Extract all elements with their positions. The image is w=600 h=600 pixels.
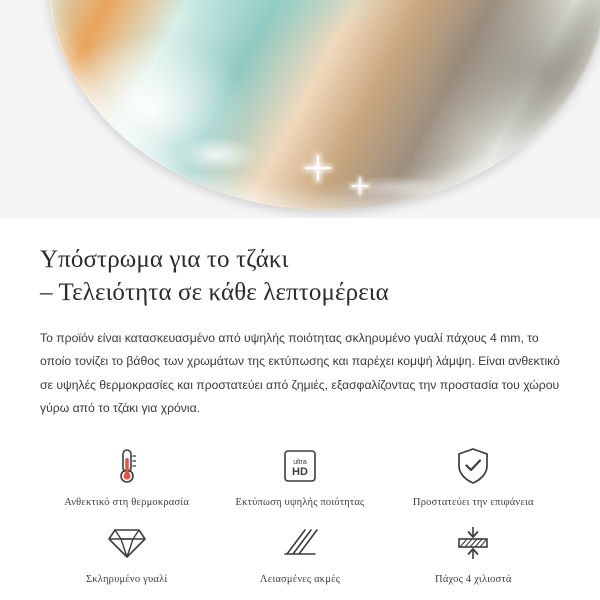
diamond-icon xyxy=(107,522,147,564)
headline-line-1: Υπόστρωμα για το τζάκι xyxy=(40,246,289,273)
headline-line-2: – Τελειότητα σε κάθε λεπτομέρεια xyxy=(40,278,389,306)
feature-label: Προστατεύει την επιφάνεια xyxy=(412,496,534,508)
thermometer-icon xyxy=(112,445,142,487)
feature-label: Πάχος 4 χιλιοστά xyxy=(435,573,512,585)
svg-text:HD: HD xyxy=(292,465,308,478)
feature-item xyxy=(213,522,386,585)
ultra-hd-icon xyxy=(281,445,319,487)
feature-label: Ανθεκτικό στη θερμοκρασία xyxy=(64,496,190,508)
feature-item xyxy=(213,445,386,508)
feature-item xyxy=(40,522,213,585)
feature-label: Εκτύπωση υψηλής ποιότητας xyxy=(235,496,365,508)
feature-grid xyxy=(40,445,560,585)
feature-item xyxy=(387,522,560,585)
polished-edges-icon xyxy=(281,522,319,564)
thickness-icon xyxy=(453,522,493,564)
hero-image xyxy=(0,0,600,218)
feature-item xyxy=(40,445,213,508)
feature-item xyxy=(387,445,560,508)
page-title xyxy=(40,244,560,309)
feature-label: Λειασμένες ακμές xyxy=(259,573,341,585)
body-paragraph: Το προϊόν είναι κατασκευασμένο από υψηλής ποιότητας σκληρυμένο γυαλί πάχους 4 mm, το οποίο τονίζει το βάθος των χρωμάτων της εκτύπωσης και παρέχει κομψή λάμψη. Είναι ανθεκτικό σε υψηλές θερμοκρασίες και προστατεύει από ζημιές, εξασφαλίζοντας την προστασία του χώρου γύρω από το τζάκι για χρόνια. xyxy=(40,331,560,416)
shield-check-icon xyxy=(455,445,491,487)
svg-text:ultra: ultra xyxy=(293,458,307,466)
feature-label: Σκληρυμένο γυαλί xyxy=(85,573,168,585)
content-area xyxy=(0,218,600,585)
